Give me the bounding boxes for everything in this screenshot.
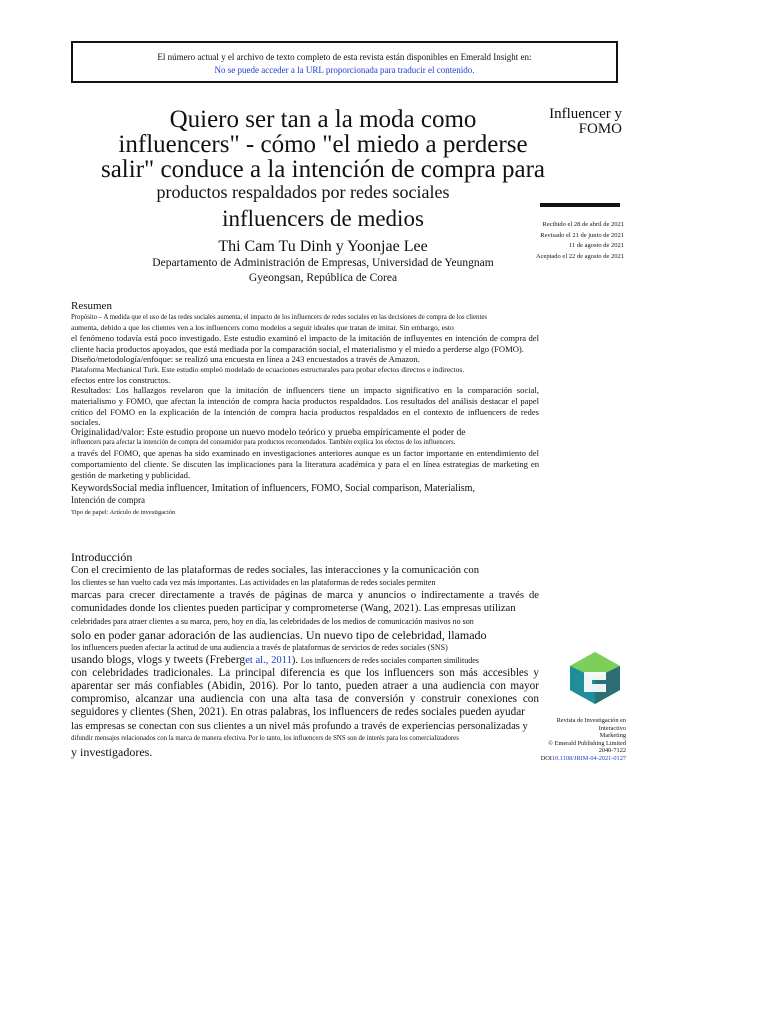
running-head-rule <box>540 203 620 207</box>
notice-link[interactable]: No se puede acceder a la URL proporcionada para traducir el contenido. <box>214 65 475 75</box>
abstract-purpose-cont-2: el fenómeno todavía está poco investigado. Este estudio examinó el impacto de la imitación de influyentes en intención de compra del cliente hacia productos apoyados, que está mediada por la comparación social, el materialismo y el miedo a perderse algo (FOMO). <box>71 333 539 354</box>
journal-info <box>528 717 626 763</box>
paper-type: Tipo de papel: Artículo de investigación <box>71 508 176 516</box>
affiliation-line-1: Departamento de Administración de Empresas, Universidad de Yeungnam <box>152 257 494 269</box>
authors: Thi Cam Tu Dinh y Yoonjae Lee <box>218 238 428 255</box>
intro-text-7b: ). <box>291 654 299 666</box>
intro-text-6: los influencers pueden afectar la actitud de una audiencia a través de plataformas de servicios de redes sociales (SNS) <box>71 642 448 652</box>
issn: 2040-7122 <box>598 747 626 755</box>
intro-text-9: las empresas se conectan con sus clientes a un nivel más profundo a través de experiencias personalizadas y <box>71 720 528 732</box>
abstract-originality: Originalidad/valor: Este estudio propone un nuevo modelo teórico y prueba empíricamente el poder de <box>71 426 466 438</box>
availability-notice <box>71 41 618 83</box>
abstract-design-cont-2: efectos entre los constructos. <box>71 374 171 385</box>
abstract-purpose: Propósito – A medida que el uso de las redes sociales aumenta, el impacto de los influencers de redes sociales en las decisiones de compra de los clientes <box>71 314 487 321</box>
abstract-findings: Resultados: Los hallazgos revelaron que la imitación de influencers tiene un impacto significativo en la comparación social, materialismo y FOMO, que afectan la intención de compra hacia productos respaldados. Los resultados del análisis destacar el papel crítico del FOMO en la explicación de la intención de compra hacia productos respaldados en el contexto de influencers de redes sociales. <box>71 385 539 428</box>
intro-text-11: y investigadores. <box>71 744 153 759</box>
abstract-originality-cont-2: a través del FOMO, que apenas ha sido examinado en investigaciones anteriores aunque es un factor importante en entendimiento del comportamiento del cliente. Se discuten las implicaciones para la literatura académica y para el en línea estrategias de marketing en gestión de marketing y publicidad. <box>71 448 539 480</box>
abstract-purpose-cont: aumenta, debido a que los clientes ven a los influencers como modelos a seguir ideales que tratan de imitar. Sin embargo, esto <box>71 323 454 332</box>
affiliation <box>70 256 576 286</box>
keywords: KeywordsSocial media influencer, Imitation of influencers, FOMO, Social comparison, Materialism, <box>71 483 475 495</box>
doi <box>528 755 626 763</box>
abstract-design: Diseño/metodología/enfoque: se realizó una encuesta en línea a 243 encuestados a través de Amazon. <box>71 354 420 365</box>
abstract <box>71 300 539 520</box>
running-head <box>530 107 622 137</box>
notice-text: El número actual y el archivo de texto completo de esta revista están disponibles en Emerald Insight en: <box>157 52 532 62</box>
running-head-line-1: Influencer y <box>549 106 622 122</box>
journal-name-cont: Marketing <box>599 732 626 740</box>
title-line-2: influencers" - cómo "el miedo a perderse <box>118 131 528 158</box>
intro-text-2: los clientes se han vuelto cada vez más importantes. Las actividades en las plataformas de redes sociales permiten <box>71 578 436 588</box>
intro-text-8: con celebridades tradicionales. La principal diferencia es que los influencers son más accesibles y aparentar ser más confiables (Abidin, 2016). Por lo tanto, pueden atraer a una audiencia con mayor compromiso, alcanzar una audiencia con una alta tasa de conversión y construir conexiones con seguidores y clientes (Shen, 2021). En otras palabras, los influencers de redes sociales pueden ayudar <box>71 666 539 719</box>
title-line-5: influencers de medios <box>222 206 424 231</box>
affiliation-line-2: Gyeongsan, República de Corea <box>248 272 398 284</box>
publisher: © Emerald Publishing Limited <box>548 739 626 747</box>
intro-text-4: celebridades para atraer clientes a su marca, pero, hoy en día, las celebridades de los medios de comunicación masivos no son <box>71 616 474 626</box>
intro-text-3: marcas para crecer directamente a través de páginas de marca y anuncios o indirectamente a través de comunidades donde los clientes pueden participar y comprometerse (Wang, 2021). Las empresas utilizan <box>71 590 539 615</box>
running-head-line-2: FOMO <box>578 121 622 137</box>
date-accepted: Aceptado el 22 de agosto de 2021 <box>535 252 624 260</box>
abstract-originality-cont: influencers para afectar la intención de compra del consumidor para productos recomendados. También explica los efectos de los influencers. <box>71 439 456 447</box>
doi-link[interactable]: 10.1108/JRIM-04-2021-0127 <box>551 754 626 762</box>
intro-text-7a: usando blogs, vlogs y tweets (Freberg <box>71 653 246 666</box>
intro-text-5: solo en poder ganar adoración de las audiencias. Un nuevo tipo de celebridad, llamado <box>71 627 487 642</box>
article-title <box>70 107 576 234</box>
publisher-logo-icon <box>568 650 622 706</box>
keywords-cont: Intención de compra <box>71 495 145 506</box>
intro-text-7 <box>71 654 539 667</box>
date-revised-2: 11 de agosto de 2021 <box>569 242 624 249</box>
introduction <box>71 550 539 759</box>
date-received: Recibido el 28 de abril de 2021 <box>542 221 624 228</box>
intro-heading: Introducción <box>71 550 133 564</box>
citation-link[interactable]: et al., 2011 <box>245 654 292 666</box>
intro-text-1: Con el crecimiento de las plataformas de redes sociales, las interacciones y la comunicación con <box>71 565 479 576</box>
title-line-3: salir" conduce a la intención de compra para <box>100 156 546 183</box>
abstract-design-cont: Plataforma Mechanical Turk. Este estudio empleó modelado de ecuaciones estructurales para probar efectos directos e indirectos. <box>71 364 465 374</box>
intro-text-10: difundir mensajes relacionados con la marca de manera efectiva. Por lo tanto, los influencers de SNS son de interés para los comercializadores <box>71 734 459 742</box>
intro-text-7c: Los influencers de redes sociales comparten similitudes <box>300 655 479 665</box>
journal-name: Revista de Investigación en Interactivo <box>556 717 626 732</box>
title-line-1: Quiero ser tan a la moda como <box>169 106 477 133</box>
doi-prefix: DOI <box>540 754 552 762</box>
abstract-heading: Resumen <box>71 300 112 312</box>
title-line-4: productos respaldados por redes sociales <box>156 182 450 202</box>
date-revised: Revisado el 21 de junio de 2021 <box>540 231 624 239</box>
